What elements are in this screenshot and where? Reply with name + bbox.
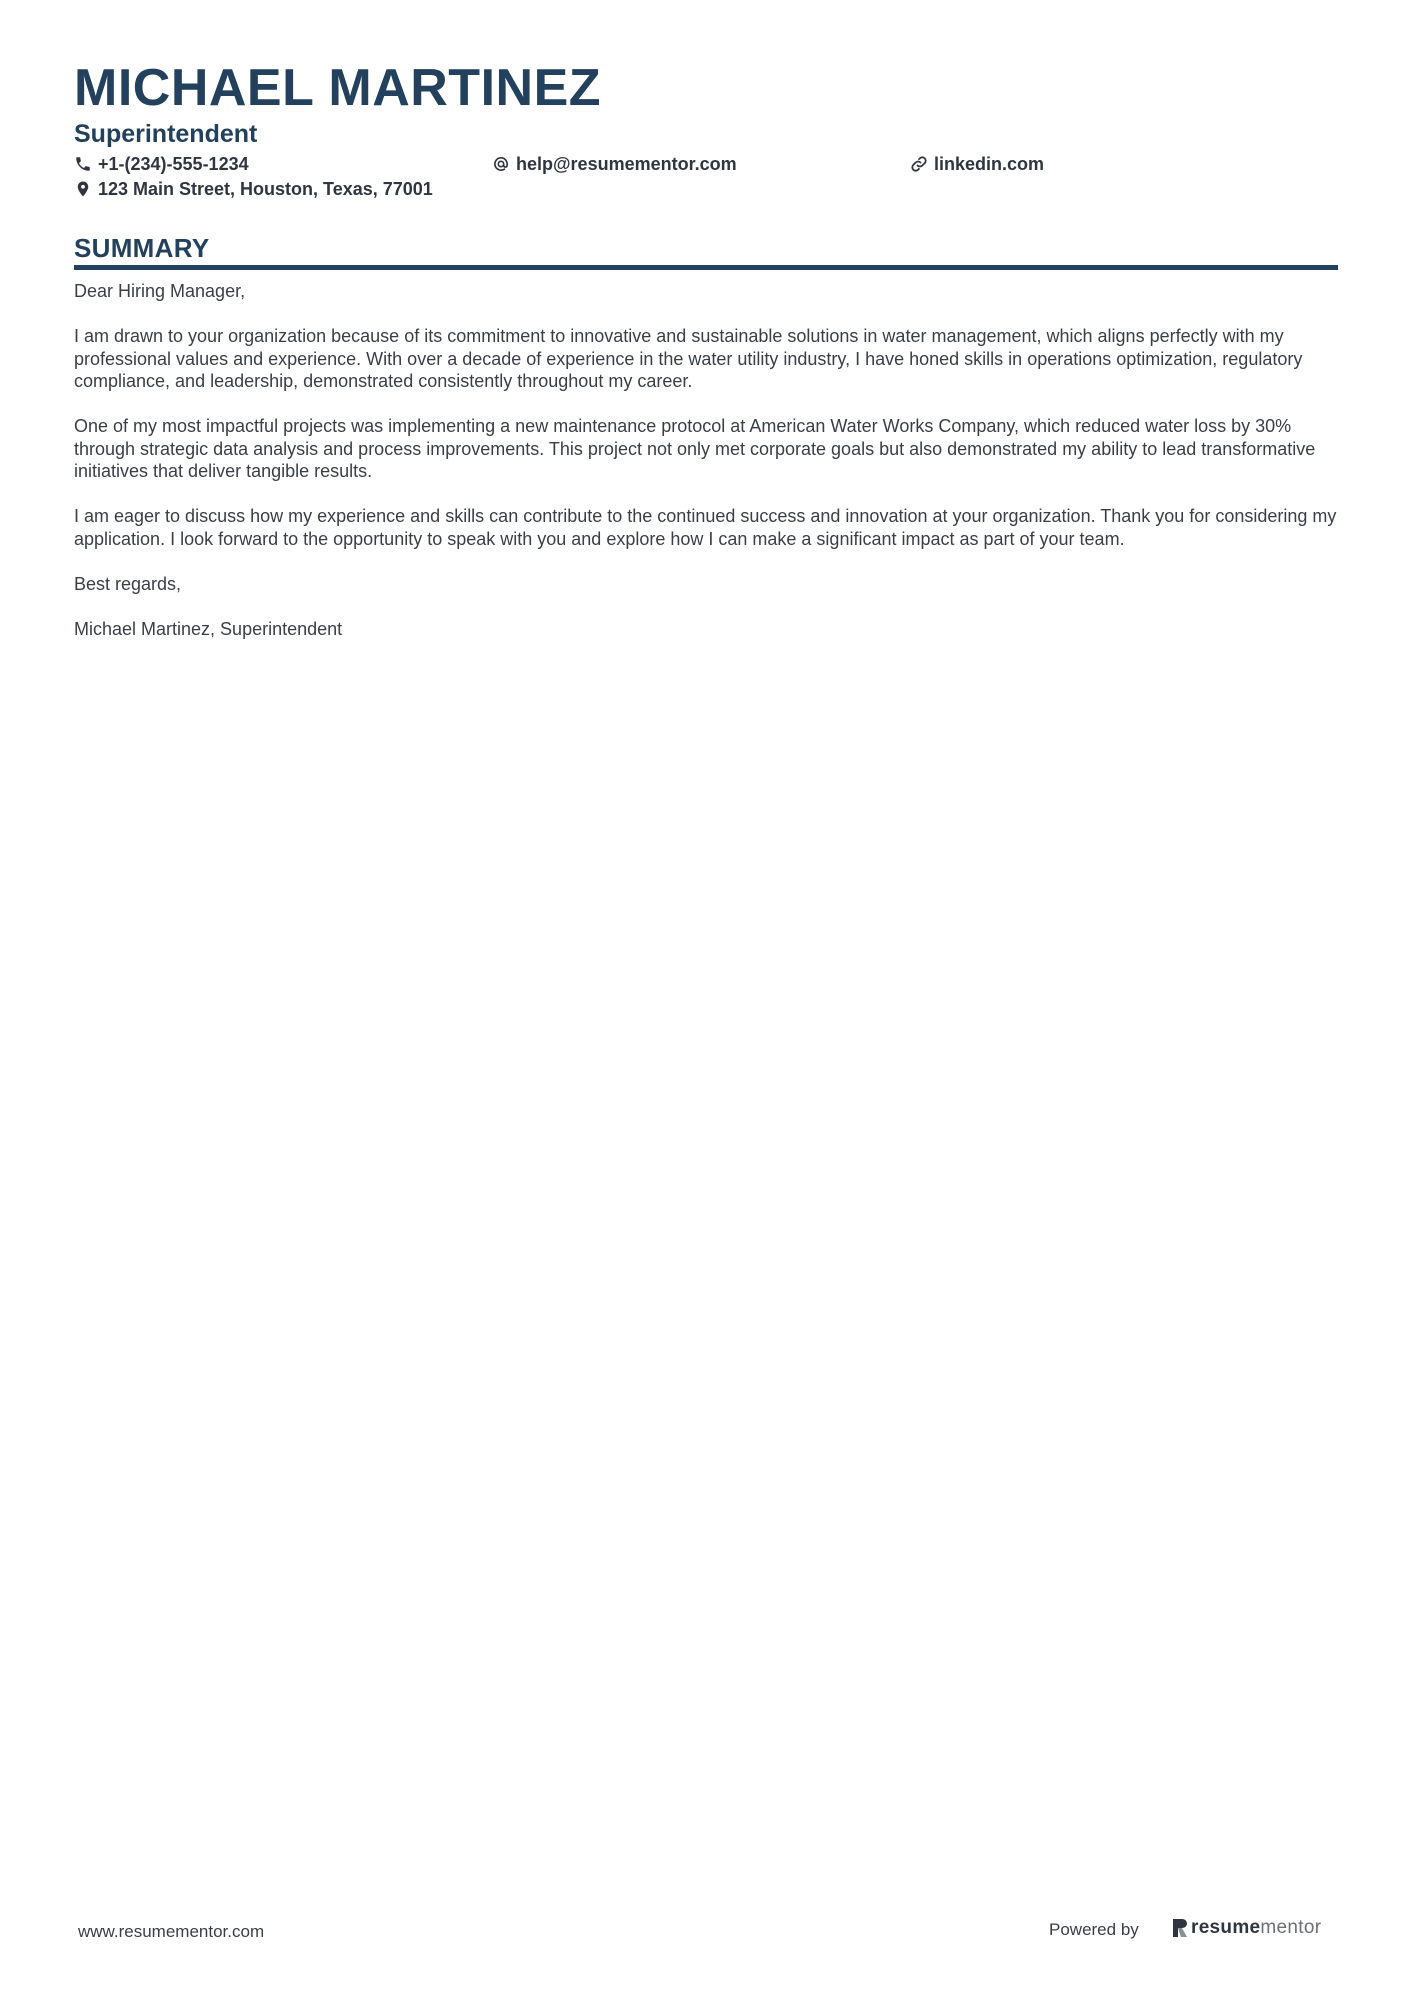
sign-off: Best regards, bbox=[74, 573, 182, 594]
signature: Michael Martinez, Superintendent bbox=[74, 618, 343, 639]
summary-heading: SUMMARY bbox=[74, 233, 210, 263]
contact-phone bbox=[74, 153, 249, 175]
address-text: 123 Main Street, Houston, Texas, 77001 bbox=[98, 179, 433, 199]
logo-wordmark bbox=[1191, 1916, 1321, 1940]
candidate-name: MICHAEL MARTINEZ bbox=[74, 59, 602, 117]
contact-address bbox=[74, 178, 433, 200]
contact-linkedin bbox=[910, 153, 1044, 175]
paragraph-closing: I am eager to discuss how my experience and skills can contribute to the continued success and innovation at your organization. Thank you for considering my application. I look forward to the opportunity to speak with you and explore how I can make a significant impact as part of your team. bbox=[74, 506, 1337, 549]
salutation: Dear Hiring Manager, bbox=[74, 281, 246, 301]
email-text[interactable]: help@resumementor.com bbox=[516, 154, 737, 174]
paragraph-intro: I am drawn to your organization because of its commitment to innovative and sustainable solutions in water management, which aligns perfectly with my professional values and experience. With over a decade of experience in the water utility industry, I have honed skills in operations optimization, regulatory compliance, and leadership, demonstrated consistently throughout my career. bbox=[74, 326, 1303, 391]
resumementor-logo-icon bbox=[1172, 1917, 1188, 1939]
link-icon bbox=[910, 155, 928, 173]
at-sign-icon bbox=[492, 155, 510, 173]
linkedin-text[interactable]: linkedin.com bbox=[934, 154, 1045, 174]
resumementor-logo[interactable] bbox=[1172, 1916, 1321, 1940]
section-divider bbox=[74, 265, 1338, 270]
job-title: Superintendent bbox=[74, 120, 258, 148]
contact-email bbox=[492, 153, 737, 175]
logo-word-resume: resume bbox=[1191, 1917, 1261, 1938]
footer-website-link[interactable]: www.resumementor.com bbox=[78, 1922, 265, 1941]
paragraph-project: One of my most impactful projects was implementing a new maintenance protocol at American Water Works Company, which reduced water loss by 30% through strategic data analysis and process improvements. This project not only met corporate goals but also demonstrated my ability to lead transformative initiatives that deliver tangible results. bbox=[74, 416, 1316, 481]
phone-text: +1-(234)-555-1234 bbox=[98, 154, 249, 174]
phone-icon bbox=[74, 155, 92, 173]
logo-word-mentor: mentor bbox=[1260, 1917, 1322, 1938]
map-pin-icon bbox=[74, 180, 92, 198]
powered-by-label: Powered by bbox=[1049, 1920, 1139, 1939]
letter-body bbox=[74, 280, 1338, 663]
